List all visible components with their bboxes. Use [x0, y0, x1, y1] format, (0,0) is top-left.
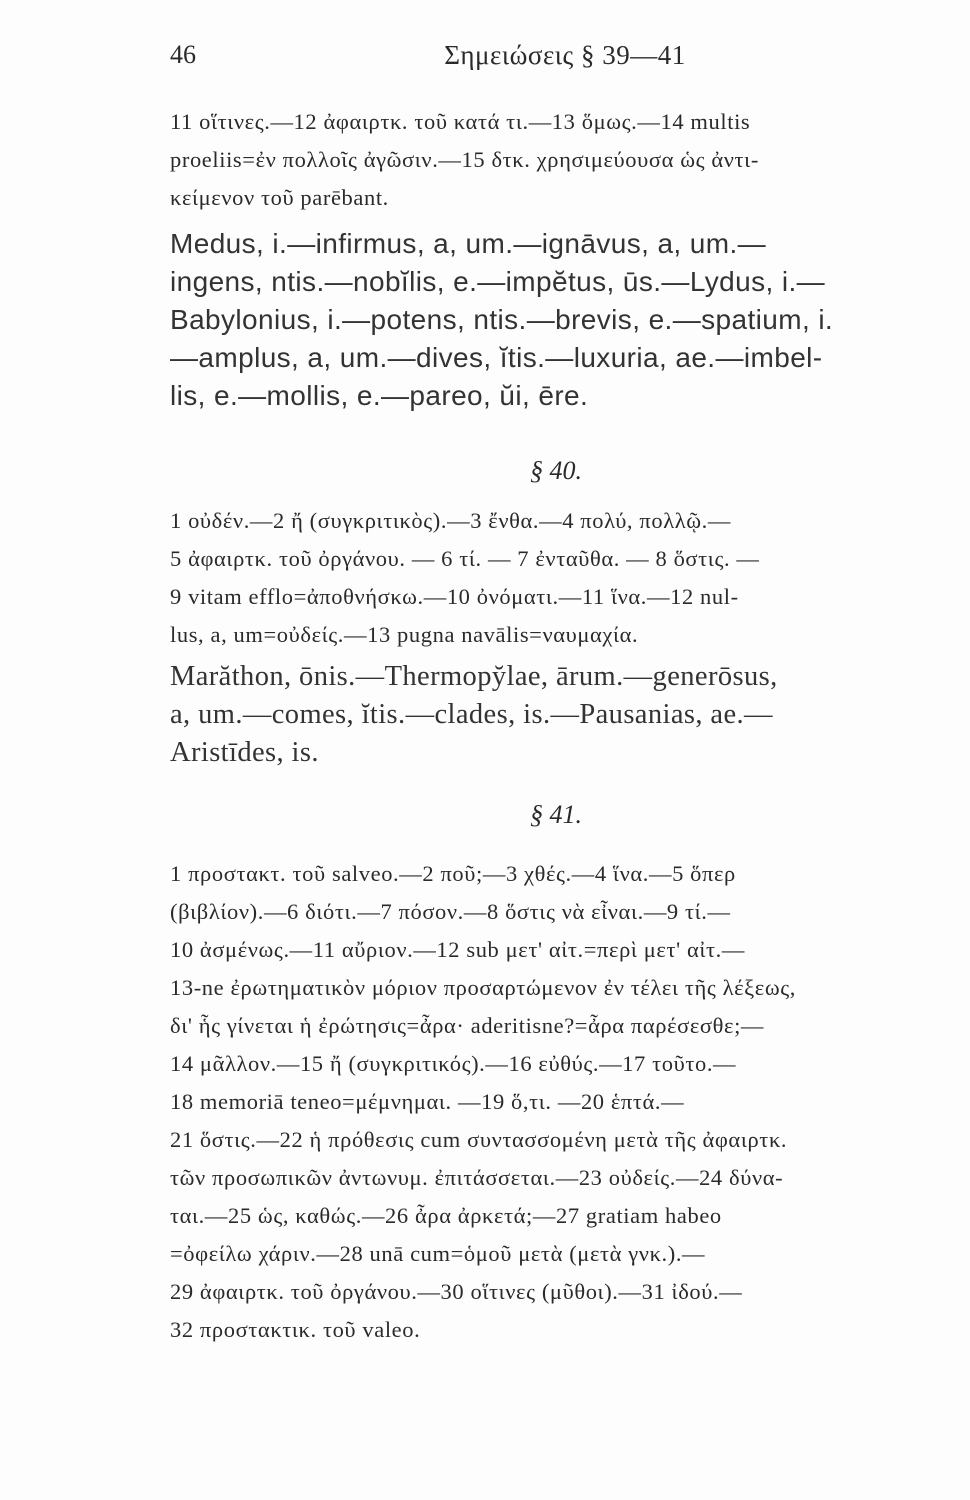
- vocab-line: Marăthon, ōnis.—Thermopy̆lae, ārum.—generōsus,: [170, 661, 778, 692]
- note-line: 29 ἀφαιρτκ. τοῦ ὀργάνου.—30 οἵτινες (μῦθοι).—31 ἰδού.—: [170, 1279, 743, 1304]
- vocab-line: ingens, ntis.—nobĭlis, e.—impĕtus, ūs.—Lydus, i.—: [170, 266, 826, 297]
- notes-section-40: [170, 502, 960, 654]
- section-heading-41: § 41.: [530, 800, 582, 829]
- note-line: proeliis=ἐν πολλοῖς ἀγῶσιν.—15 δτκ. χρησιμεύουσα ὡς ἀντι-: [170, 147, 759, 172]
- vocabulary-section-39: [170, 225, 960, 415]
- section-heading-40: § 40.: [530, 456, 582, 485]
- vocab-line: Medus, i.—infirmus, a, um.—ignāvus, a, um.—: [170, 228, 767, 259]
- vocab-line: lis, e.—mollis, e.—pareo, ŭi, ēre.: [170, 380, 589, 411]
- note-line: (βιβλίον).—6 διότι.—7 πόσον.—8 ὅστις νὰ εἶναι.—9 τί.—: [170, 899, 731, 924]
- note-line: 1 προστακτ. τοῦ salveo.—2 ποῦ;—3 χθές.—4 ἵνα.—5 ὅπερ: [170, 861, 736, 886]
- note-line: 32 προστακτικ. τοῦ valeo.: [170, 1317, 421, 1342]
- page-header: [170, 40, 960, 80]
- vocab-line: —amplus, a, um.—dives, ĭtis.—luxuria, ae.—imbel-: [170, 342, 823, 373]
- vocabulary-section-40: [170, 658, 960, 772]
- notes-section-39: [170, 103, 960, 217]
- note-line: 9 vitam efflo=ἀποθνήσκω.—10 ὀνόματι.—11 ἵνα.—12 nul-: [170, 584, 739, 609]
- note-line: τῶν προσωπικῶν ἀντωνυμ. ἐπιτάσσεται.—23 οὐδείς.—24 δύνα-: [170, 1165, 784, 1190]
- note-line: 10 ἀσμένως.—11 αὔριον.—12 sub μετ' αἰτ.=περὶ μετ' αἰτ.—: [170, 937, 746, 962]
- note-line: 14 μᾶλλον.—15 ἤ (συγκριτικός).—16 εὐθύς.—17 τοῦτο.—: [170, 1051, 737, 1076]
- notes-section-41: [170, 855, 960, 1349]
- note-line: 1 οὐδέν.—2 ἤ (συγκριτικὸς).—3 ἔνθα.—4 πολύ, πολλῷ.—: [170, 508, 731, 533]
- note-line: =ὀφείλω χάριν.—28 unā cum=ὁμοῦ μετὰ (μετὰ γνκ.).—: [170, 1241, 706, 1266]
- running-title: Σημειώσεις § 39—41: [444, 40, 686, 70]
- page-number: 46: [170, 40, 196, 69]
- note-line: δι' ἧς γίνεται ἡ ἐρώτησις=ἆρα· aderitisne?=ἆρα παρέσεσθε;—: [170, 1013, 765, 1038]
- note-line: 5 ἀφαιρτκ. τοῦ ὀργάνου. — 6 τί. — 7 ἐνταῦθα. — 8 ὅστις. —: [170, 546, 760, 571]
- vocab-line: Aristīdes, is.: [170, 737, 319, 768]
- note-line: 13-ne ἐρωτηματικὸν μόριον προσαρτώμενον ἐν τέλει τῆς λέξεως,: [170, 975, 796, 1000]
- note-line: 21 ὅστις.—22 ἡ πρόθεσις cum συντασσομένη μετὰ τῆς ἀφαιρτκ.: [170, 1127, 788, 1152]
- note-line: lus, a, um=οὐδείς.—13 pugna navālis=ναυμαχία.: [170, 622, 639, 647]
- note-line: 11 οἵτινες.—12 ἀφαιρτκ. τοῦ κατά τι.—13 ὅμως.—14 multis: [170, 109, 751, 134]
- note-line: 18 memoriā teneo=μέμνημαι. —19 ὅ,τι. —20 ἑπτά.—: [170, 1089, 685, 1114]
- note-line: κείμενον τοῦ parēbant.: [170, 185, 389, 210]
- note-line: ται.—25 ὡς, καθώς.—26 ἆρα ἀρκετά;—27 gratiam habeo: [170, 1203, 722, 1228]
- vocab-line: a, um.—comes, ĭtis.—clades, is.—Pausanias, ae.—: [170, 699, 773, 730]
- vocab-line: Babylonius, i.—potens, ntis.—brevis, e.—spatium, i.: [170, 304, 834, 335]
